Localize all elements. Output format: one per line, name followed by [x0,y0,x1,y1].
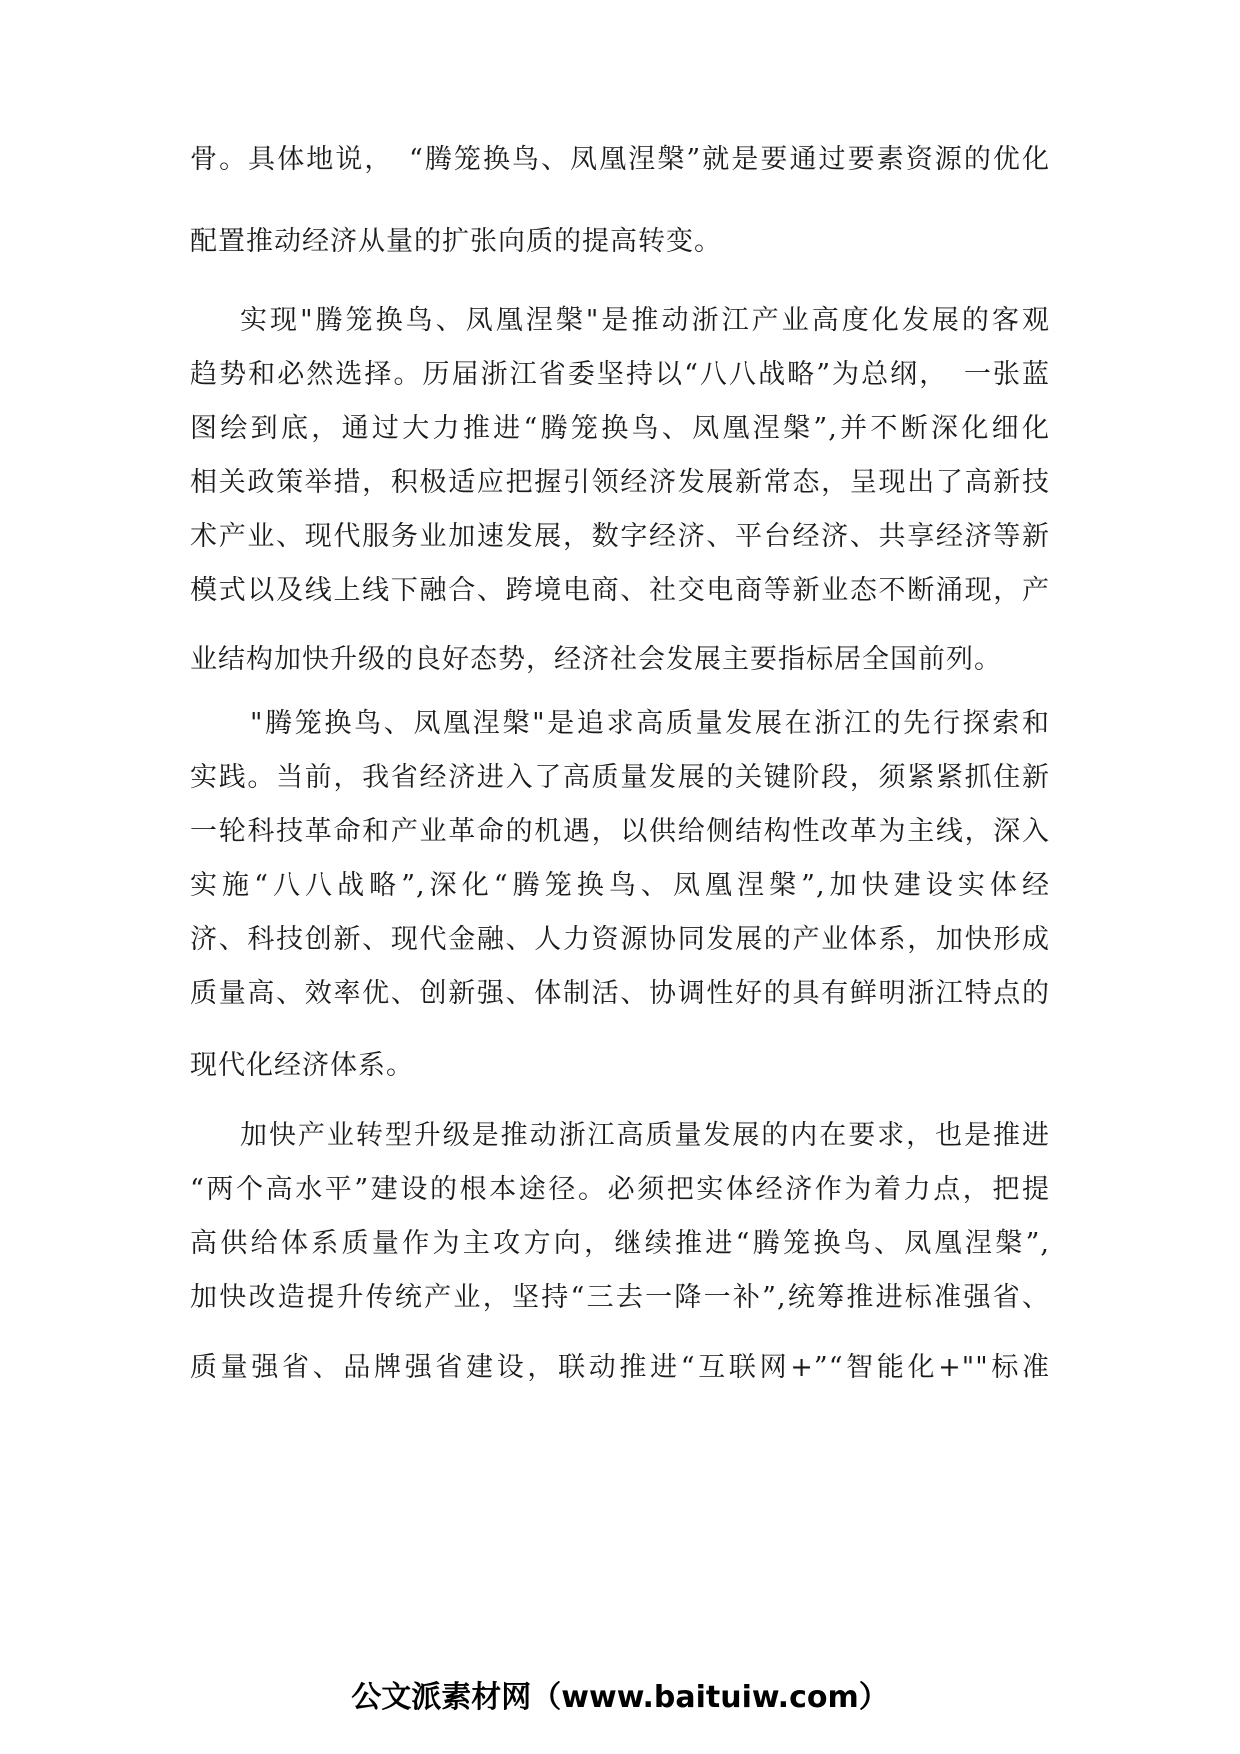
text-line: 相关政策举措，积极适应把握引领经济发展新常态，呈现出了高新技 [190,467,1050,498]
text-line: 济、科技创新、现代金融、人力资源协同发展的产业体系，加快形成 [190,924,1050,955]
text-line: 图绘到底，通过大力推进“腾笼换鸟、凤凰涅槃”,并不断深化细化 [190,413,1050,444]
text-line: 趋势和必然选择。历届浙江省委坚持以“八八战略”为总纲， 一张蓝 [190,359,1050,390]
text-line: 配置推动经济从量的扩张向质的提高转变。 [190,226,722,257]
text-line: 现代化经济体系。 [190,1050,414,1081]
text-line: 实践。当前，我省经济进入了高质量发展的关键阶段，须紧紧抓住新 [190,762,1050,793]
paragraph-start-line: "腾笼换鸟、凤凰涅槃"是追求高质量发展在浙江的先行探索和 [250,708,1050,739]
text-line: 实施“八八战略”,深化“腾笼换鸟、凤凰涅槃”,加快建设实体经 [190,870,1050,901]
watermark-footer: 公文派素材网（www.baituiw.com） [351,1680,889,1715]
text-line: 一轮科技革命和产业革命的机遇，以供给侧结构性改革为主线，深入 [190,816,1050,847]
text-line: 质量高、效率优、创新强、体制活、协调性好的具有鲜明浙江特点的 [190,978,1050,1009]
text-line: 骨。具体地说， “腾笼换鸟、凤凰涅槃”就是要通过要素资源的优化 [190,144,1050,175]
paragraph-start-line: 加快产业转型升级是推动浙江高质量发展的内在要求，也是推进 [240,1120,1050,1151]
text-line: 质量强省、品牌强省建设，联动推进“互联网+”“智能化+""标准 [190,1352,1050,1383]
text-line: 加快改造提升传统产业，坚持“三去一降一补”,统筹推进标准强省、 [190,1282,1050,1313]
text-line: “两个高水平”建设的根本途径。必须把实体经济作为着力点，把提 [190,1174,1050,1205]
text-line: 模式以及线上线下融合、跨境电商、社交电商等新业态不断涌现，产 [190,575,1050,606]
text-line: 高供给体系质量作为主攻方向，继续推进“腾笼换鸟、凤凰涅槃”, [190,1228,1050,1259]
text-line: 业结构加快升级的良好态势，经济社会发展主要指标居全国前列。 [190,644,1002,675]
paragraph-start-line: 实现"腾笼换鸟、凤凰涅槃"是推动浙江产业高度化发展的客观 [240,305,1050,336]
text-line: 术产业、现代服务业加速发展，数字经济、平台经济、共享经济等新 [190,521,1050,552]
